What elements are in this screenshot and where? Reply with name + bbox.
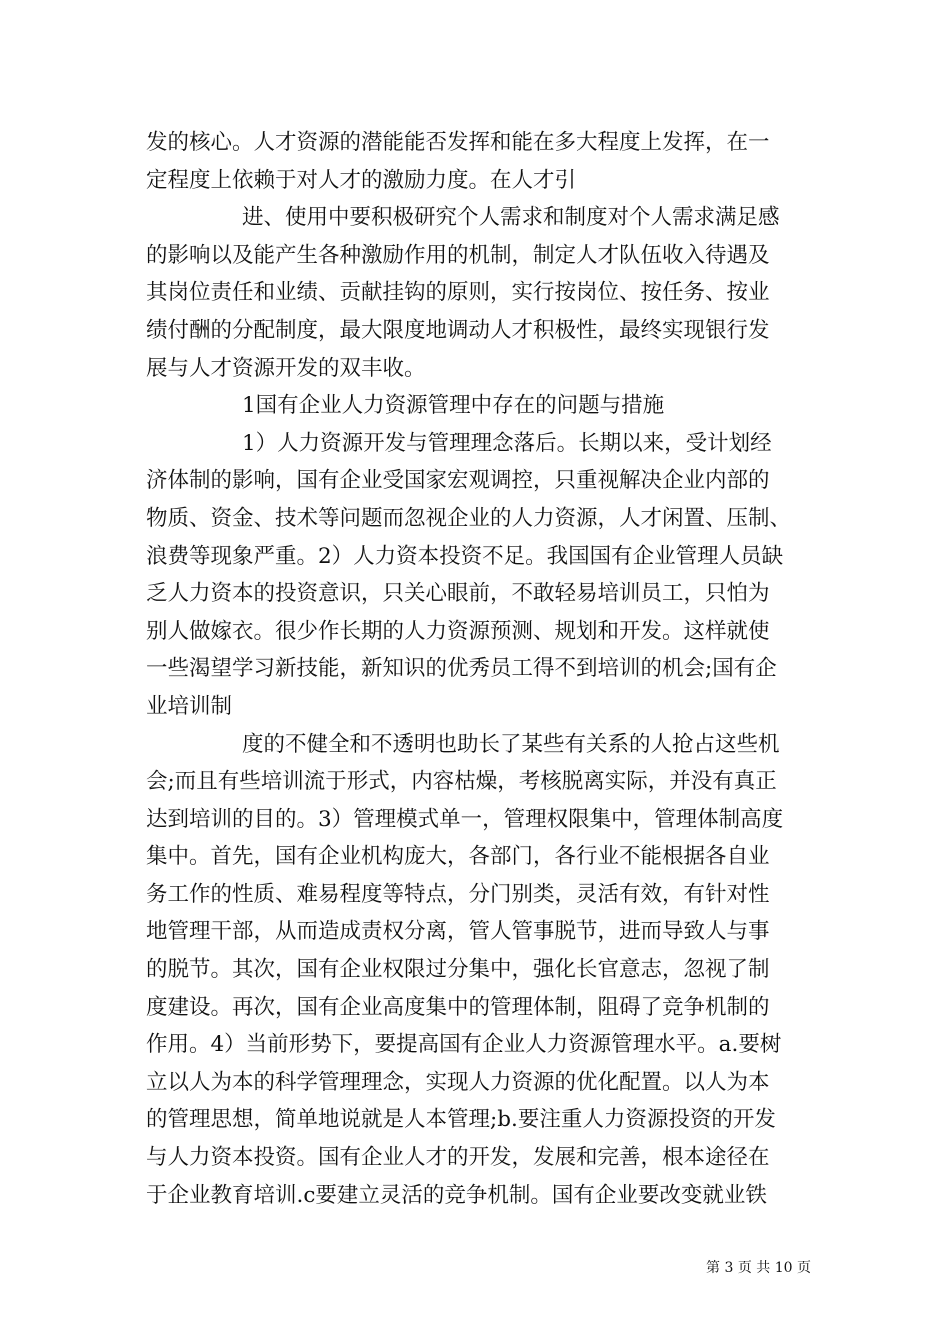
- text-line: 别人做嫁衣。很少作长期的人力资源预测、规划和开发。这样就使: [146, 618, 770, 644]
- text-line: 地管理干部，从而造成责权分离，管人管事脱节，进而导致人与事: [146, 919, 770, 945]
- text-line: 物质、资金、技术等问题而忽视企业的人力资源，人才闲置、压制、: [146, 505, 792, 531]
- text-line: 一些渴望学习新技能，新知识的优秀员工得不到培训的机会;国有企: [146, 656, 777, 682]
- text-line: 度建设。再次，国有企业高度集中的管理体制，阻碍了竞争机制的: [146, 994, 770, 1020]
- text-line: 度的不健全和不透明也助长了某些有关系的人抢占这些机: [242, 731, 780, 757]
- text-line: 展与人才资源开发的双丰收。: [146, 355, 426, 381]
- text-line: 定程度上依赖于对人才的激励力度。在人才引: [146, 167, 577, 193]
- text-line: 发的核心。人才资源的潜能能否发挥和能在多大程度上发挥，在一: [146, 130, 770, 155]
- text-line: 1）人力资源开发与管理理念落后。长期以来，受计划经: [242, 430, 772, 456]
- text-line: 立以人为本的科学管理理念，实现人力资源的优化配置。以人为本: [146, 1069, 770, 1095]
- text-line: 与人力资本投资。国有企业人才的开发，发展和完善，根本途径在: [146, 1145, 770, 1171]
- text-line: 其岗位责任和业绩、贡献挂钩的原则，实行按岗位、按任务、按业: [146, 280, 770, 306]
- text-line: 的脱节。其次，国有企业权限过分集中，强化长官意志，忽视了制: [146, 957, 770, 983]
- text-line: 济体制的影响，国有企业受国家宏观调控，只重视解决企业内部的: [146, 468, 770, 494]
- text-line: 业培训制: [146, 693, 233, 719]
- text-line: 达到培训的目的。3）管理模式单一，管理权限集中，管理体制高度: [146, 806, 784, 832]
- text-line: 浪费等现象严重。2）人力资本投资不足。我国国有企业管理人员缺: [146, 543, 784, 569]
- text-line: 绩付酬的分配制度，最大限度地调动人才积极性，最终实现银行发: [146, 317, 770, 343]
- text-line: 乏人力资本的投资意识，只关心眼前，不敢轻易培训员工，只怕为: [146, 581, 770, 607]
- text-line: 进、使用中要积极研究个人需求和制度对个人需求满足感: [242, 205, 780, 231]
- document-body: [146, 124, 826, 1214]
- text-line: 的管理思想，简单地说就是人本管理;b.要注重人力资源投资的开发: [146, 1107, 776, 1133]
- text-line: 的影响以及能产生各种激励作用的机制，制定人才队伍收入待遇及: [146, 242, 770, 268]
- text-line: 于企业教育培训.c要建立灵活的竞争机制。国有企业要改变就业铁: [146, 1182, 767, 1208]
- text-line: 集中。首先，国有企业机构庞大，各部门，各行业不能根据各自业: [146, 844, 770, 870]
- page-number: 第 3 页 共 10 页: [706, 1260, 811, 1276]
- text-line: 1国有企业人力资源管理中存在的问题与措施: [242, 393, 665, 419]
- text-line: 会;而且有些培训流于形式，内容枯燥，考核脱离实际，并没有真正: [146, 769, 777, 795]
- text-line: 作用。4）当前形势下，要提高国有企业人力资源管理水平。a.要树: [146, 1032, 782, 1058]
- text-line: 务工作的性质、难易程度等特点，分门别类，灵活有效，有针对性: [146, 881, 770, 907]
